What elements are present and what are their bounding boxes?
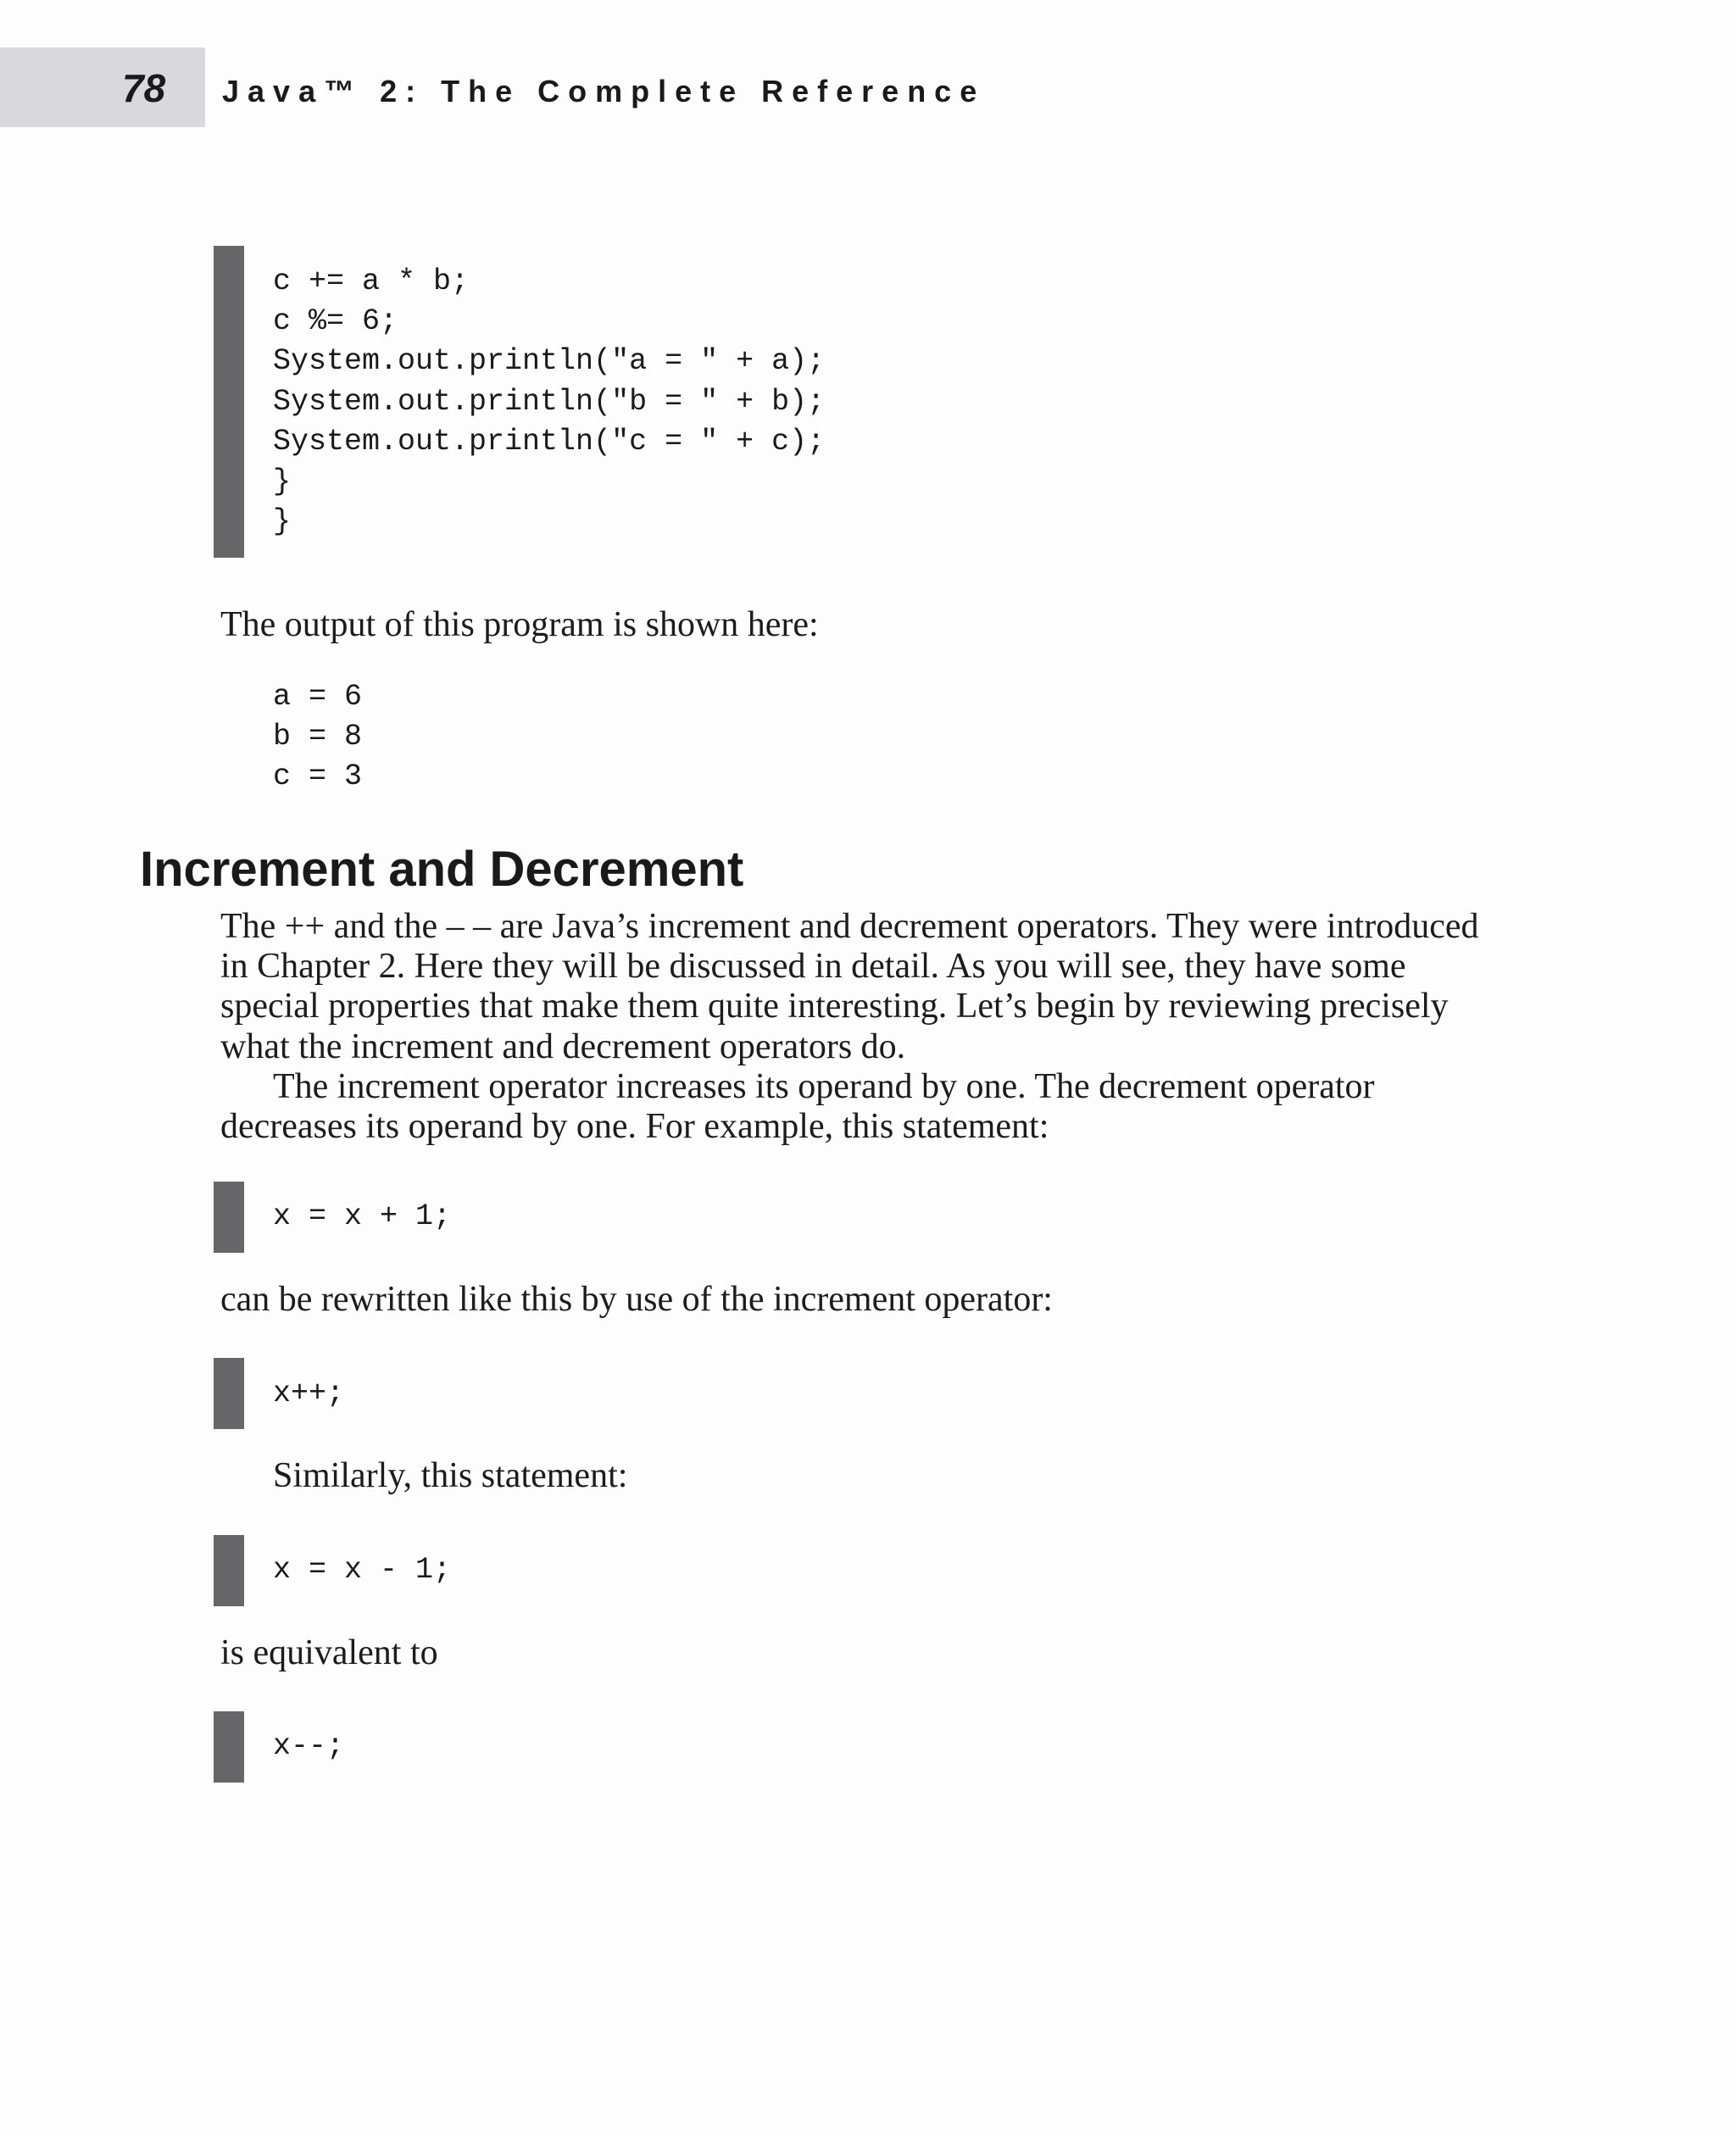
code-line: System.out.println("c = " + c); xyxy=(273,424,826,459)
code-block-top xyxy=(273,262,825,542)
output-line: a = 6 xyxy=(273,680,363,714)
code-snippet-x-minus-one: x = x - 1; xyxy=(273,1553,452,1587)
output-line: c = 3 xyxy=(273,759,363,794)
code-line: } xyxy=(273,464,292,499)
code-block-bar xyxy=(214,246,244,558)
code-line: c += a * b; xyxy=(273,264,470,298)
code-line: System.out.println("a = " + a); xyxy=(273,344,826,379)
equivalent-text: is equivalent to xyxy=(220,1633,438,1672)
similarly-text: Similarly, this statement: xyxy=(273,1456,628,1495)
code-line: c %= 6; xyxy=(273,304,398,339)
code-snippet-x-increment: x++; xyxy=(273,1377,345,1410)
paragraph-line: The ++ and the – – are Java’s increment and decrement operators. They were introduced xyxy=(220,907,1479,946)
output-intro-text: The output of this program is shown here: xyxy=(220,605,819,644)
paragraph-line: decreases its operand by one. For example, this statement: xyxy=(220,1107,1049,1147)
paragraph-line: in Chapter 2. Here they will be discussed in detail. As you will see, they have some xyxy=(220,947,1406,987)
paragraph-line: special properties that make them quite interesting. Let’s begin by reviewing precisely xyxy=(220,987,1449,1026)
paragraph-line: The increment operator increases its operand by one. The decrement operator xyxy=(273,1066,1375,1106)
code-block-bar xyxy=(214,1535,244,1606)
page-number-tab xyxy=(0,47,205,127)
code-block-bar xyxy=(214,1182,244,1253)
rewritten-text: can be rewritten like this by use of the increment operator: xyxy=(220,1280,1053,1319)
running-head: Java™ 2: The Complete Reference xyxy=(222,74,986,108)
body-paragraph xyxy=(220,907,1479,1147)
section-heading: Increment and Decrement xyxy=(140,842,744,897)
code-snippet-x-decrement: x--; xyxy=(273,1729,345,1763)
code-block-bar xyxy=(214,1711,244,1783)
program-output xyxy=(273,677,362,798)
paragraph-line: what the increment and decrement operators do. xyxy=(220,1026,906,1066)
page-number: 78 xyxy=(122,66,166,110)
code-snippet-x-plus-one: x = x + 1; xyxy=(273,1199,452,1233)
output-line: b = 8 xyxy=(273,720,363,754)
code-line: System.out.println("b = " + b); xyxy=(273,384,826,419)
code-block-bar xyxy=(214,1358,244,1429)
code-line: } xyxy=(273,504,292,539)
